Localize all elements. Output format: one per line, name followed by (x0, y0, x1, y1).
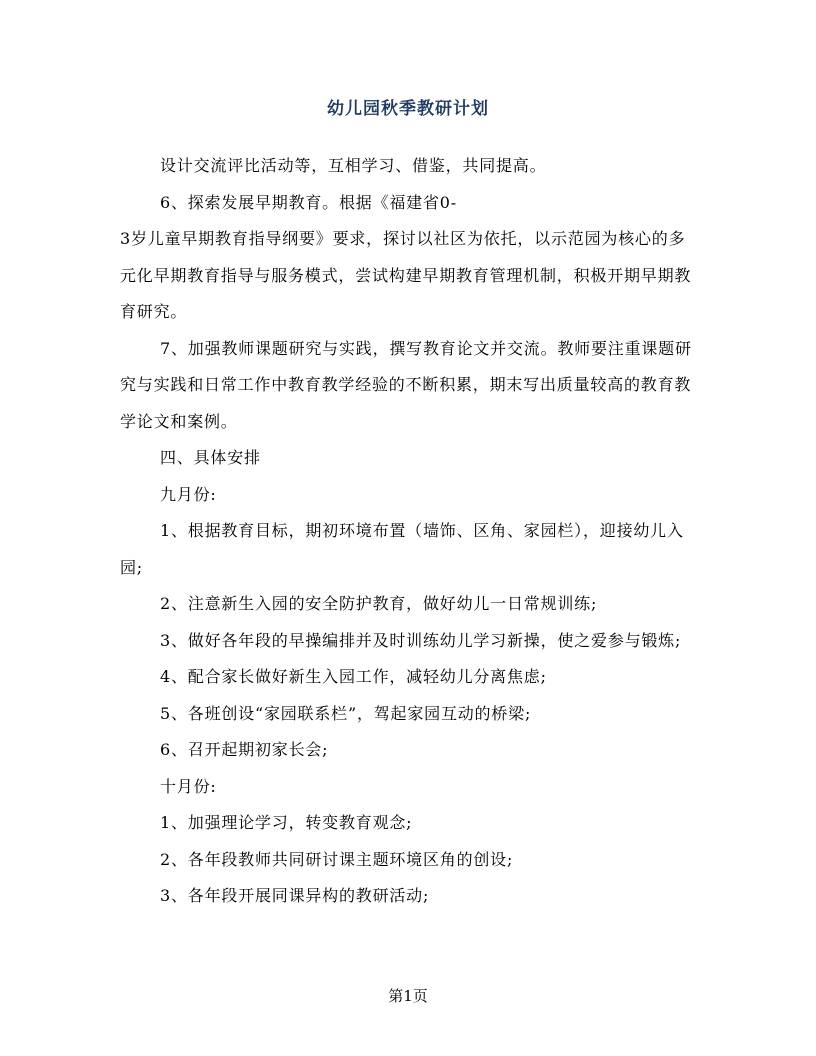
list-item: 3、各年段开展同课异构的教研活动; (160, 886, 430, 905)
list-item: 1、加强理论学习，转变教育观念; (160, 813, 413, 832)
list-item: 1、根据教育目标，期初环境布置（墙饰、区角、家园栏），迎接幼儿入园; (120, 521, 684, 577)
list-item: 2、各年段教师共同研讨课主题环境区角的创设; (160, 849, 514, 869)
paragraph: 3岁儿童早期教育指导纲要》要求，探讨以社区为依托，以示范园为核心的多元化早期教育指导与服务模式，尝试构建早期教育管理机制，积极开期早期教育研究。 (120, 229, 692, 321)
month-heading: 九月份: (160, 484, 217, 504)
section-heading: 四、具体安排 (160, 448, 261, 467)
page-number: 第1页 (388, 987, 428, 1005)
document-title: 幼儿园秋季教研计划 (327, 99, 489, 119)
list-item: 4、配合家长做好新生入园工作，减轻幼儿分离焦虑; (160, 667, 547, 686)
list-item: 3、做好各年段的早操编排并及时训练幼儿学习新操，使之爱参与锻炼; (160, 630, 682, 650)
paragraph: 6、探索发展早期教育。根据《福建省0- (160, 192, 457, 212)
month-heading: 十月份: (160, 776, 217, 796)
list-item: 6、召开起期初家长会; (160, 740, 329, 759)
paragraph: 设计交流评比活动等，互相学习、借鉴，共同提高。 (160, 156, 547, 175)
paragraph: 7、加强教师课题研究与实践，撰写教育论文并交流。教师要注重课题研究与实践和日常工作中教育教学经验的不断积累，期末写出质量较高的教育教学论文和案例。 (120, 338, 692, 431)
list-item: 5、各班创设“家园联系栏”，驾起家园互动的桥梁; (160, 703, 532, 723)
list-item: 2、注意新生入园的安全防护教育，做好幼儿一日常规训练; (160, 594, 598, 613)
document-body (120, 148, 700, 915)
